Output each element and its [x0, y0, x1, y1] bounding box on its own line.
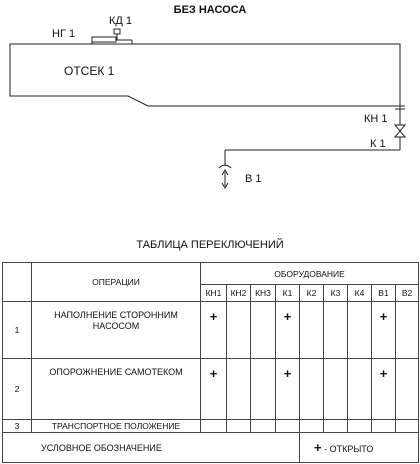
legend-row	[3, 433, 419, 463]
level-gauge-label: НГ 1	[52, 28, 76, 40]
legend-meaning	[300, 433, 419, 463]
row-mark: +	[201, 302, 227, 359]
row-number: 2	[3, 359, 32, 420]
table-title: ТАБЛИЦА ПЕРЕКЛЮЧЕНИЙ	[136, 239, 284, 251]
row-mark	[348, 420, 372, 433]
row-mark	[201, 420, 227, 433]
row-mark	[396, 302, 419, 359]
column-header: КН1	[201, 285, 227, 302]
column-header: В1	[372, 285, 396, 302]
row-operation: ТРАНСПОРТНОЕ ПОЛОЖЕНИЕ	[32, 420, 201, 433]
row-number: 1	[3, 302, 32, 359]
kn1-label: КН 1	[364, 113, 388, 125]
row-mark: +	[201, 359, 227, 420]
pressure-sensor-label: КД 1	[109, 15, 133, 27]
row-mark	[300, 302, 324, 359]
row-mark	[348, 359, 372, 420]
num-header	[3, 263, 32, 302]
level-gauge-icon	[92, 37, 116, 42]
table-row	[3, 302, 419, 359]
column-header: К4	[348, 285, 372, 302]
column-header: В2	[396, 285, 419, 302]
row-mark	[227, 359, 251, 420]
row-number: 3	[3, 420, 32, 433]
row-mark: +	[276, 302, 300, 359]
table-row	[3, 359, 419, 420]
valve-k1-icon	[395, 125, 405, 137]
row-mark	[227, 420, 251, 433]
column-header: К2	[300, 285, 324, 302]
compartment-label: ОТСЕК 1	[64, 64, 115, 78]
pressure-sensor-icon	[114, 29, 120, 34]
column-header: К3	[324, 285, 348, 302]
scheme-title: БЕЗ НАСОСА	[173, 4, 247, 16]
row-mark	[324, 359, 348, 420]
row-mark	[251, 302, 276, 359]
row-mark	[372, 420, 396, 433]
column-header: К1	[276, 285, 300, 302]
row-mark	[251, 420, 276, 433]
equipment-header: ОБОРУДОВАНИЕ	[201, 263, 419, 285]
column-header: КН3	[251, 285, 276, 302]
outlet-v1-label: В 1	[245, 173, 262, 185]
operations-header: ОПЕРАЦИИ	[32, 263, 201, 302]
row-mark	[300, 420, 324, 433]
valve-k1-label: К 1	[370, 138, 386, 150]
switching-table	[2, 262, 419, 463]
outlet-v1-cup	[219, 165, 231, 168]
column-header: КН2	[227, 285, 251, 302]
row-mark	[251, 359, 276, 420]
table-row	[3, 420, 419, 433]
row-mark	[396, 359, 419, 420]
row-mark	[348, 302, 372, 359]
row-mark	[227, 302, 251, 359]
row-mark	[276, 420, 300, 433]
row-mark: +	[276, 359, 300, 420]
row-operation: ОПОРОЖНЕНИЕ САМОТЕКОМ	[32, 359, 201, 420]
row-mark	[324, 302, 348, 359]
legend-label: УСЛОВНОЕ ОБОЗНАЧЕНИЕ	[3, 433, 300, 463]
row-mark	[396, 420, 419, 433]
row-operation: НАПОЛНЕНИЕ СТОРОННИМ НАСОСОМ	[32, 302, 201, 359]
legend-symbol: +	[314, 440, 322, 455]
row-mark: +	[372, 359, 396, 420]
legend-text: - ОТКРЫТО	[321, 444, 374, 454]
row-mark: +	[372, 302, 396, 359]
row-mark	[324, 420, 348, 433]
row-mark	[300, 359, 324, 420]
